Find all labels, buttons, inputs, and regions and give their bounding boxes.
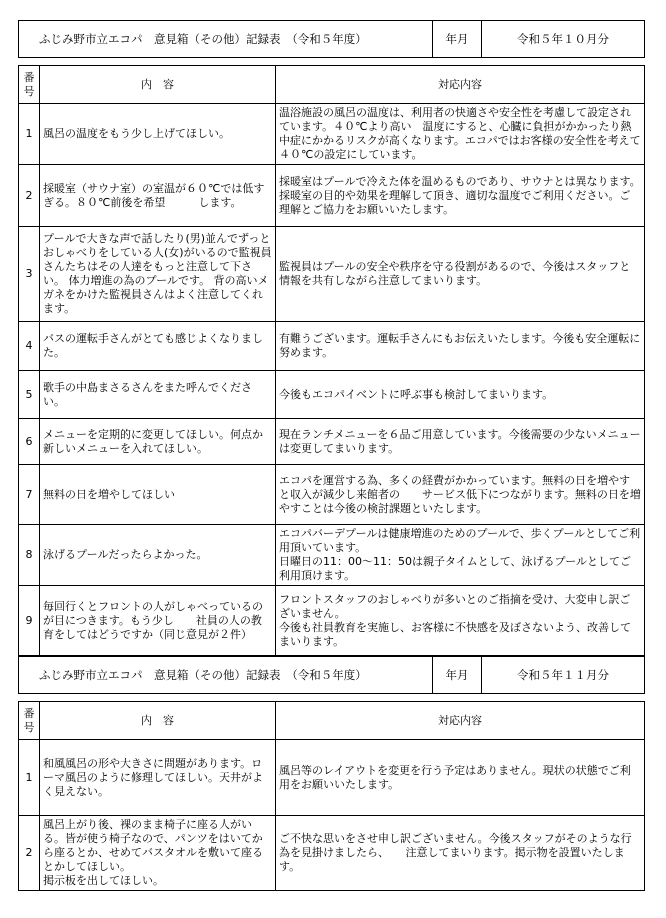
table-body xyxy=(19,740,645,891)
row-number: 8 xyxy=(19,525,40,586)
table-row xyxy=(19,465,645,525)
row-response: 採暖室はプールで冷えた体を温めるものであり、サウナとは異なります。採暖室の目的や効果を理解して頂き、適切な温度でご利用ください。ご理解とご協力をお願いいたします。 xyxy=(276,165,645,227)
table-row xyxy=(19,816,645,891)
table-row xyxy=(19,322,645,371)
row-content: メニューを定期的に変更してほしい。何点か新しいメニューを入れてほしい。 xyxy=(40,419,276,465)
column-header-number: 番号 xyxy=(19,66,40,104)
row-content: 毎回行くとフロントの人がしゃべっているのが目につきます。もう少し 社員の人の教育をしてはどうですか（同じ意見が２件） xyxy=(40,586,276,656)
row-number: 6 xyxy=(19,419,40,465)
year-month-label: 年月 xyxy=(432,657,481,693)
column-header-content: 内 容 xyxy=(40,702,276,740)
row-content: 風呂上がり後、裸のまま椅子に座る人がいる。皆が使う椅子なので、パンツをはいてから座るとか、せめてバスタオルを敷いて座るとかしてほしい。 掲示板を出してほしい。 xyxy=(40,816,276,891)
row-response: エコパバーデプールは健康増進のためのプールで、歩くプールとしてご利用頂いています。 日曜日の11：00～11：50は親子タイムとして、泳げるプールとしてご利用頂けます。 xyxy=(276,525,645,586)
row-response: エコパを運営する為、多くの経費がかかっています。無料の日を増やすと収入が減少し来館者の サービス低下につながります。無料の日を増やすことは今後の検討課題といたします。 xyxy=(276,465,645,525)
opinion-table-october xyxy=(18,65,645,656)
row-number: 1 xyxy=(19,104,40,165)
row-content: バスの運転手さんがとても感じよくなりました。 xyxy=(40,322,276,371)
record-sheet xyxy=(18,20,645,891)
year-month-label: 年月 xyxy=(432,21,481,57)
table-row xyxy=(19,419,645,465)
row-number: 2 xyxy=(19,816,40,891)
row-response: 有難うございます。運転手さんにもお伝えいたします。今後も安全運転に努めます。 xyxy=(276,322,645,371)
table-row xyxy=(19,740,645,816)
opinion-table-november xyxy=(18,701,645,891)
table-row xyxy=(19,165,645,227)
row-response: 監視員はプールの安全や秩序を守る役割があるので、今後はスタッフと情報を共有しながら注意してまいります。 xyxy=(276,227,645,322)
sheet-title: ふじみ野市立エコパ 意見箱（その他）記録表 （令和５年度） xyxy=(39,668,367,682)
row-content: 泳げるプールだったらよかった。 xyxy=(40,525,276,586)
row-number: 3 xyxy=(19,227,40,322)
row-number: 1 xyxy=(19,740,40,816)
row-response: フロントスタッフのおしゃべりが多いとのご指摘を受け、大変申し訳ございません。 今後も社員教育を実施し、お客様に不快感を及ぼさないよう、改善してまいります。 xyxy=(276,586,645,656)
table-row xyxy=(19,586,645,656)
column-header-response: 対応内容 xyxy=(276,66,645,104)
month-value: 令和５年１０月分 xyxy=(481,21,644,57)
table-row xyxy=(19,525,645,586)
row-content: 無料の日を増やしてほしい xyxy=(40,465,276,525)
row-response: 風呂等のレイアウトを変更を行う予定はありません。現状の状態でご利用をお願いいたします。 xyxy=(276,740,645,816)
row-content: 風呂の温度をもう少し上げてほしい。 xyxy=(40,104,276,165)
row-content: 採暖室（サウナ室）の室温が６０℃では低すぎる。８０℃前後を希望 します。 xyxy=(40,165,276,227)
sheet-header-october xyxy=(18,20,645,58)
row-response: 現在ランチメニューを６品ご用意しています。今後需要の少ないメニューは変更してまいります。 xyxy=(276,419,645,465)
table-row xyxy=(19,104,645,165)
column-header-response: 対応内容 xyxy=(276,702,645,740)
row-content: プールで大きな声で話したり(男)並んでずっとおしゃべりをしている人(女)がいるので監視員さんたちはその人達をもっと注意して下さい。 体力増進の為のプールです。 背の高いメガネをかけた監視員さんはよく注意してくれます。 xyxy=(40,227,276,322)
row-number: 4 xyxy=(19,322,40,371)
row-content: 和風風呂の形や大きさに問題があります。ローマ風呂のように修理してほしい。天井がよく見えない。 xyxy=(40,740,276,816)
sheet-header-november xyxy=(18,656,645,694)
table-body xyxy=(19,104,645,656)
table-row xyxy=(19,227,645,322)
row-response: ご不快な思いをさせ申し訳ございません。今後スタッフがそのような行為を見掛けましたら、 注意してまいります。掲示物を設置いたします。 xyxy=(276,816,645,891)
row-number: 2 xyxy=(19,165,40,227)
column-header-content: 内 容 xyxy=(40,66,276,104)
row-content: 歌手の中島まさるさんをまた呼んでください。 xyxy=(40,371,276,419)
table-row xyxy=(19,371,645,419)
month-value: 令和５年１１月分 xyxy=(481,657,644,693)
row-response: 温浴施設の風呂の温度は、利用者の快適さや安全性を考慮して設定されています。４０℃より高い 温度にすると、心臓に負担がかかったり熱中症にかかるリスクが高くなります。エコパではお客様の安全性を考えて４０℃の設定にしています。 xyxy=(276,104,645,165)
row-number: 9 xyxy=(19,586,40,656)
row-number: 7 xyxy=(19,465,40,525)
row-response: 今後もエコパイベントに呼ぶ事も検討してまいります。 xyxy=(276,371,645,419)
row-number: 5 xyxy=(19,371,40,419)
column-header-number: 番号 xyxy=(19,702,40,740)
sheet-title: ふじみ野市立エコパ 意見箱（その他）記録表 （令和５年度） xyxy=(39,32,367,46)
